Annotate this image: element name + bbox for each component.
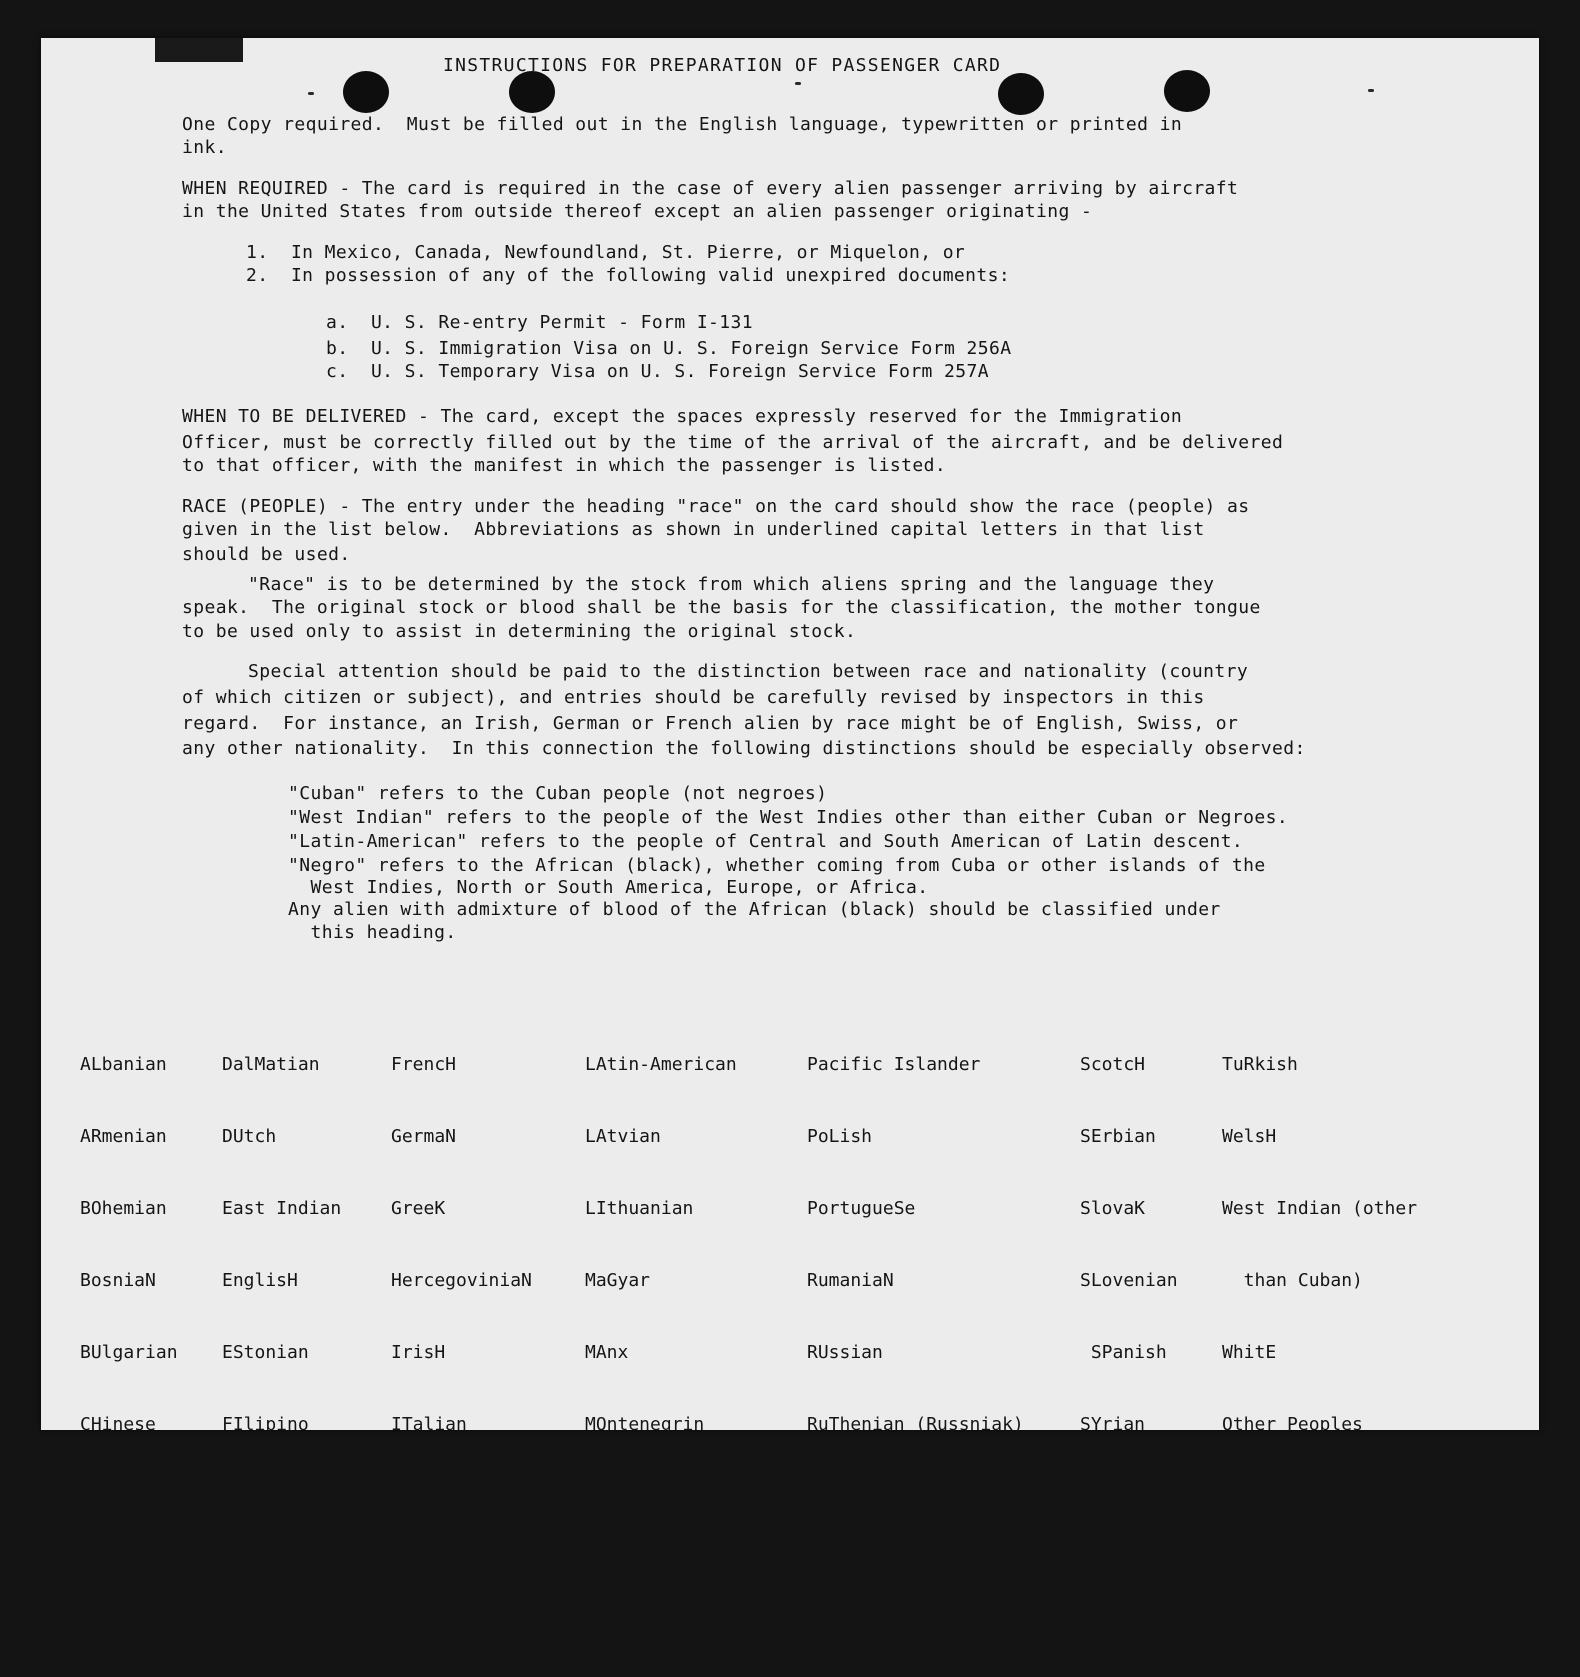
document-item: a. U. S. Re-entry Permit - Form I-131	[326, 312, 754, 333]
race-entry: RUssian	[807, 1342, 883, 1363]
race-paragraph-line: to be used only to assist in determining the original stock.	[182, 621, 857, 642]
when-delivered-line: WHEN TO BE DELIVERED - The card, except the spaces expressly reserved for the Immigration	[182, 406, 1183, 427]
when-required-line: in the United States from outside thereof except an alien passenger originating -	[182, 201, 1093, 222]
race-entry: LAtvian	[585, 1126, 661, 1147]
race-entry: MAnx	[585, 1342, 629, 1363]
race-paragraph-line: any other nationality. In this connection the following distinctions should be especially observed:	[182, 738, 1306, 759]
race-column	[807, 1005, 1024, 1677]
race-column	[391, 1005, 532, 1605]
race-entry: EStonian	[222, 1342, 309, 1363]
race-column	[222, 1005, 341, 1605]
race-entry: ARmenian	[80, 1126, 167, 1147]
punch-hole	[998, 73, 1044, 115]
distinction-line: "West Indian" refers to the people of the West Indies other than either Cuban or Negroes.	[288, 807, 1289, 828]
race-entry: SlovaK	[1080, 1198, 1146, 1219]
race-entry: WhitE	[1222, 1342, 1277, 1363]
punch-hole	[1164, 70, 1210, 112]
race-entry: PoLish	[807, 1126, 873, 1147]
race-entry: West Indian (other	[1222, 1198, 1418, 1219]
numbered-item: 2. In possession of any of the following valid unexpired documents:	[246, 265, 1011, 286]
race-entry: FINish	[222, 1486, 288, 1507]
when-required-line: WHEN REQUIRED - The card is required in the case of every alien passenger arriving by aircraft	[182, 178, 1239, 199]
distinction-line: West Indies, North or South America, Europe, or Africa.	[288, 877, 929, 898]
when-delivered-line: to that officer, with the manifest in which the passenger is listed.	[182, 455, 947, 476]
race-entry: BosniaN	[80, 1270, 156, 1291]
ink-speck	[795, 82, 801, 85]
race-entry: gians, Danes, and	[807, 1558, 1013, 1579]
numbered-item: 1. In Mexico, Canada, Newfoundland, St. Pierre, or Miquelon, or	[246, 242, 966, 263]
race-paragraph-line: should be used.	[182, 544, 351, 565]
race-entry: CUban	[80, 1558, 135, 1579]
race-entry: ScandinaviaN (Norwe-	[807, 1486, 1024, 1507]
race-entry: Pacific Islander	[807, 1054, 981, 1075]
race-entry: FrencH	[391, 1054, 457, 1075]
ink-speck	[308, 92, 314, 95]
ink-speck	[1368, 89, 1374, 92]
race-entry: JaPanese	[391, 1486, 478, 1507]
race-column	[80, 1005, 178, 1605]
page-title: INSTRUCTIONS FOR PREPARATION OF PASSENGER CARD	[443, 55, 1002, 76]
distinction-line: this heading.	[288, 922, 457, 943]
race-paragraph-line: regard. For instance, an Irish, German or French alien by race might be of English, Swiss, or	[182, 713, 1239, 734]
distinction-line: "Negro" refers to the African (black), whether coming from Cuba or other islands of the	[288, 855, 1266, 876]
document-item: b. U. S. Immigration Visa on U. S. Foreign Service Form 256A	[326, 338, 1012, 359]
race-entry: Other Peoples	[1222, 1414, 1363, 1435]
race-entry: EnglisH	[222, 1270, 298, 1291]
race-entry: CRoatian	[80, 1486, 167, 1507]
race-entry: BOhemian	[80, 1198, 167, 1219]
race-entry: LAtin-American	[585, 1054, 737, 1075]
race-entry: RumaniaN	[807, 1270, 894, 1291]
race-entry: PortugueSe	[807, 1198, 916, 1219]
intro-line: ink.	[182, 137, 227, 158]
race-entry: RuThenian (Russniak)	[807, 1414, 1024, 1435]
race-entry: ITalian	[391, 1414, 467, 1435]
document-item: c. U. S. Temporary Visa on U. S. Foreign Service Form 257A	[326, 361, 989, 382]
race-entry: IrisH	[391, 1342, 446, 1363]
race-entry: SErbian	[1080, 1126, 1156, 1147]
race-entry: Swedes)	[807, 1630, 905, 1651]
race-paragraph-line: of which citizen or subject), and entries should be carefully revised by inspectors in this	[182, 687, 1205, 708]
punch-hole	[509, 71, 555, 113]
when-delivered-line: Officer, must be correctly filled out by the time of the arrival of the aircraft, and be delivered	[182, 432, 1284, 453]
race-entry: CHinese	[80, 1414, 156, 1435]
race-entry: SPanish	[1080, 1342, 1167, 1363]
race-entry: NEgro	[585, 1558, 640, 1579]
race-entry: FLemish	[222, 1558, 298, 1579]
race-entry: GreeK	[391, 1198, 446, 1219]
race-entry: BUlgarian	[80, 1342, 178, 1363]
race-entry: LIthuanian	[585, 1198, 694, 1219]
punch-hole	[343, 71, 389, 113]
race-entry: East Indian	[222, 1198, 342, 1219]
race-entry: SYrian	[1080, 1414, 1146, 1435]
distinction-line: "Cuban" refers to the Cuban people (not negroes)	[288, 783, 828, 804]
race-entry: ScotcH	[1080, 1054, 1146, 1075]
race-entry: MaGyar	[585, 1270, 651, 1291]
race-entry: TuRkish	[1222, 1054, 1298, 1075]
race-entry: FIlipino	[222, 1414, 309, 1435]
folder-tab	[155, 38, 243, 62]
race-entry: DalMatian	[222, 1054, 320, 1075]
race-entry: KoreaN	[391, 1558, 457, 1579]
race-entry: MoraviaN	[585, 1486, 672, 1507]
race-entry: GermaN	[391, 1126, 457, 1147]
race-entry: DUtch	[222, 1126, 277, 1147]
race-paragraph-line: "Race" is to be determined by the stock from which aliens spring and the language they	[248, 574, 1215, 595]
race-entry: than Cuban)	[1222, 1270, 1363, 1291]
race-column	[1080, 1005, 1178, 1461]
distinction-line: "Latin-American" refers to the people of Central and South American of Latin descent.	[288, 831, 1244, 852]
race-entry: MOntenegrin	[585, 1414, 705, 1435]
race-entry: WelsH	[1222, 1126, 1277, 1147]
race-paragraph-line: RACE (PEOPLE) - The entry under the heading "race" on the card should show the race (people) as	[182, 496, 1250, 517]
race-entry: SLovenian	[1080, 1270, 1178, 1291]
race-entry: ALbanian	[80, 1054, 167, 1075]
race-paragraph-line: Special attention should be paid to the distinction between race and nationality (country	[248, 661, 1249, 682]
race-paragraph-line: given in the list below. Abbreviations as shown in underlined capital letters in that list	[182, 519, 1205, 540]
distinction-line: Any alien with admixture of blood of the African (black) should be classified under	[288, 899, 1221, 920]
intro-line: One Copy required. Must be filled out in the English language, typewritten or printed in	[182, 114, 1183, 135]
race-column	[585, 1005, 737, 1605]
race-entry: HercegoviniaN	[391, 1270, 532, 1291]
race-paragraph-line: speak. The original stock or blood shall be the basis for the classification, the mother tongue	[182, 597, 1261, 618]
race-column	[1222, 1005, 1417, 1461]
